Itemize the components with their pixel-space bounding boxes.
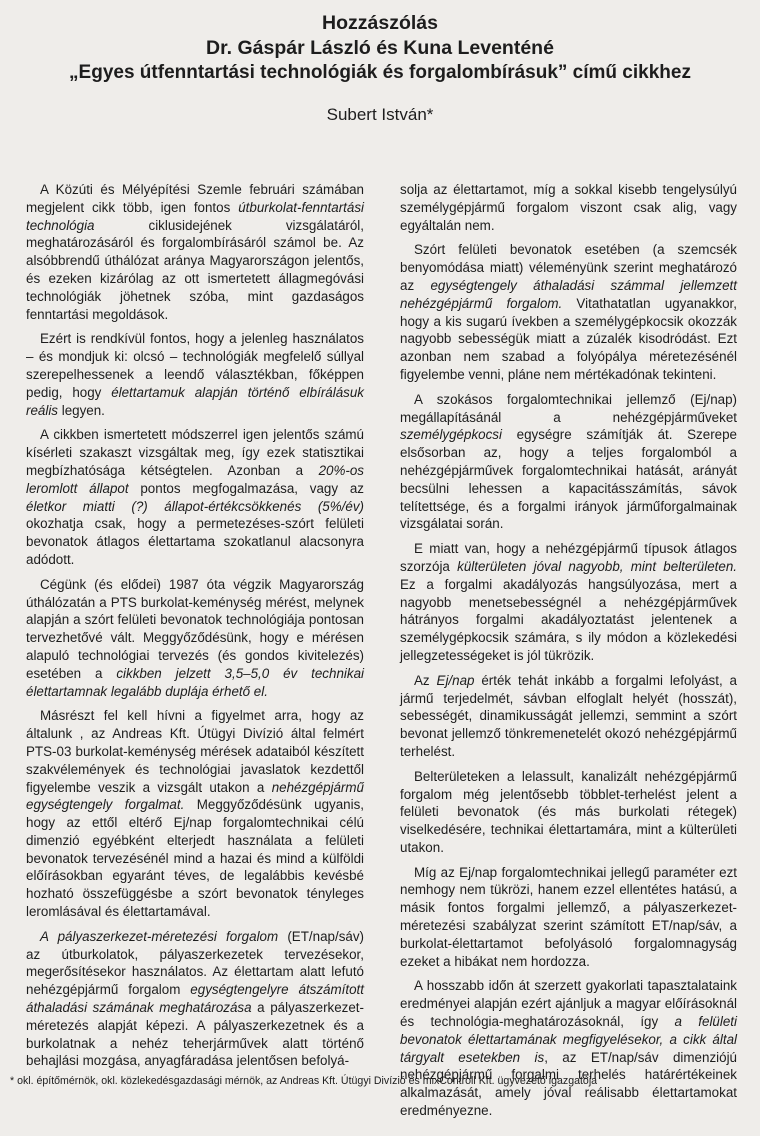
paragraph: Szórt felületi bevonatok esetében (a szemcsék benyomódása miatt) véleményünk szerint meghatározó az egységtengely áthaladási számmal jellemzett nehézgépjármű forgalom. Vitathatatlan ugyanakkor, hogy a kis sugarú ívekben a személygépkocsik okozzák nagyobb sebességük miatt a zúzalék kisodródást. Ezt azonban nem szabad a folyópálya méretezésénél figyelembe venni, pláne nem mértékadónak tekinteni. bbox=[400, 242, 737, 382]
paragraph: Ezért is rendkívül fontos, hogy a jelenleg használatos – és mondjuk ki: olcsó – technológiák megfelelő súllyal szerepelhessenek a leendő választékban, főképpen pedig, hogy élettartamuk alapján történő elbírálásuk reális legyen. bbox=[26, 331, 364, 418]
left-column bbox=[26, 181, 364, 1077]
paragraph: A pályaszerkezet-méretezési forgalom (ET/nap/sáv) az útburkolatok, pályaszerkezetek tervezésekor, megerősítésekor használatos. Az élettartam alatt lefutó nehézgépjármű forgalom egységtengelyre átszámított áthaladási számának meghatározása a pályaszerkezet-méretezés alapját képezi. A pályaszerkezetnek és a burkolatnak a nehéz teherjárművek alatt történő behajlási mozgása, anyagfáradása jelentősen befolyá- bbox=[26, 928, 364, 1069]
heading-type: Hozzászólás bbox=[322, 12, 438, 34]
paragraph: Belterületeken a lelassult, kanalizált nehézgépjármű forgalom még jelentősebb többlet-terhelést jelent a felületi bevonatok (és más burkolati rétegek) viselkedésére, technikai élettartamára, mint a külterületi utakon. bbox=[400, 768, 737, 855]
byline-author: Subert István* bbox=[326, 105, 434, 124]
footnote: * okl. építőmérnök, okl. közlekedésgazdasági mérnök, az Andreas Kft. Útügyi Divízió és mixControll Kft. ügyvezető igazgatója bbox=[10, 1075, 598, 1087]
paragraph: E miatt van, hogy a nehézgépjármű típusok átlagos szorzója külterületen jóval nagyobb, mint belterületen. Ez a forgalmi akadályozás hangsúlyozása, mert a nagyobb menetsebességnél a nehézgépjárművek hátrányos forgalmi akadályoztatást jelentenek a személygépkocsik számára, s ily módon a közlekedési jellegzetességeket is jól tükrözik. bbox=[400, 541, 737, 663]
paragraph: solja az élettartamot, míg a sokkal kisebb tengelysúlyú személygépjármű forgalom viszont csak alig, vagy egyáltalán nem. bbox=[400, 182, 737, 233]
paragraph: Cégünk (és elődei) 1987 óta végzik Magyarország úthálózatán a PTS burkolat-keménység mérést, melynek alapján a szórt felületi bevonatok technológiája pontosan tervezhetővé vált. Meggyőződésünk, hogy e mérésen alapuló technológiai tervezés (és gondos kivitelezés) esetében a cikkben jelzett 3,5–5,0 év technikai élettartamnak legalább duplája érhető el. bbox=[26, 576, 364, 699]
paragraph: Másrészt fel kell hívni a figyelmet arra, hogy az általunk , az Andreas Kft. Útügyi Divízió által felmért PTS-03 burkolat-keménység mérések adataiból készített szakvélemények és technológiai javaslatok kezdettől figyelembe veszik a vizsgált utakon a nehézgépjármű egységtengely forgalmat. Meggyőződésünk ugyanis, hogy az ettől eltérő Ej/nap forgalomtechnikai célú dimenzió egyébként elterjedt használata a felületi bevonatok tervezésénél mind a hazai és mind a külföldi előírásokban egyaránt téves, de legalábbis kevésbé hozható összefüggésbe a szórt bevonatok tényleges leromlásával és élettartamával. bbox=[26, 708, 365, 920]
paragraph: Az Ej/nap érték tehát inkább a forgalmi lefolyást, a jármű terjedelmét, sávban elfoglalt helyét (hosszát), sebességét, dinamikusságát jellemzi, semmint a szórt bevonat jellemző tönkremenetelét okozó nehézgépjármű terhelést. bbox=[400, 672, 737, 759]
paragraph: Míg az Ej/nap forgalomtechnikai jellegű paraméter ezt nemhogy nem tükrözi, hanem ezzel ellentétes hatású, a másik fontos forgalmi jellemző, a pályaszerkezet-méretezési szabályzat szerint számított ET/nap/sáv, a burkolat-élettartamot befolyásoló forgalomnagyság ezeket a hibákat nem hordozza. bbox=[400, 864, 737, 969]
paragraph: A Közúti és Mélyépítési Szemle februári számában megjelent cikk több, igen fontos útburkolat-fenntartási technológia ciklusidejének vizsgálatáról, meghatározásáról és forgalombírásáról számol be. Az alsóbbrendű úthálózat aránya Magyarországon jelentős, és ezeken kizárólag az ott ismertetett állagmegóvási technológiák jöhetnek szóba, mint gazdaságos fenntartási megoldások. bbox=[26, 182, 364, 322]
heading-authors: Dr. Gáspár László és Kuna Leventéné bbox=[206, 37, 554, 59]
right-column bbox=[400, 181, 737, 1127]
paragraph: A cikkben ismertetett módszerrel igen jelentős számú kísérleti szakaszt vizsgáltak meg, így ezek statisztikai megbízhatósága kétségtelen. Azonban a 20%-os leromlott állapot pontos megfogalmazása, vagy az életkor miatti (?) állapot-értékcsökkenés (5%/év) okozhatja csak, hogy a permetezéses-szórt felületi bevonatok átlagos élettartama szokatlanul alacsonyra adódott. bbox=[26, 427, 364, 567]
heading-article-title: „Egyes útfenntartási technológiák és forgalombírásuk” című cikkhez bbox=[69, 62, 691, 83]
paragraph: A szokásos forgalomtechnikai jellemző (Ej/nap) megállapításánál a nehézgépjárműveket személygépkocsi egységre számítják át. Szerepe elsősorban az, hogy a teljes forgalomból a nehézgépjárművek forgalomtechnikai hatását, arányát becsülni lehessen a kapacitásszámítás, sávok telítettsége, és a forgalmi irányok járműforgalmainak vizsgálatai során. bbox=[400, 391, 737, 532]
paragraph: A hosszabb időn át szerzett gyakorlati tapasztalataink eredményei alapján ezért ajánljuk a magyar előírásoknál és technológia-meghatározásoknál, így a felületi bevonatok élettartamának megfigyelésekor, a cikk által tárgyalt esetekben is, az ET/nap/sáv dimenziójú nehézgépjármű forgalmi terhelés határértékeinek alkalmazását, amely jóval reálisabb élettartamokat eredményezne. bbox=[400, 978, 737, 1119]
